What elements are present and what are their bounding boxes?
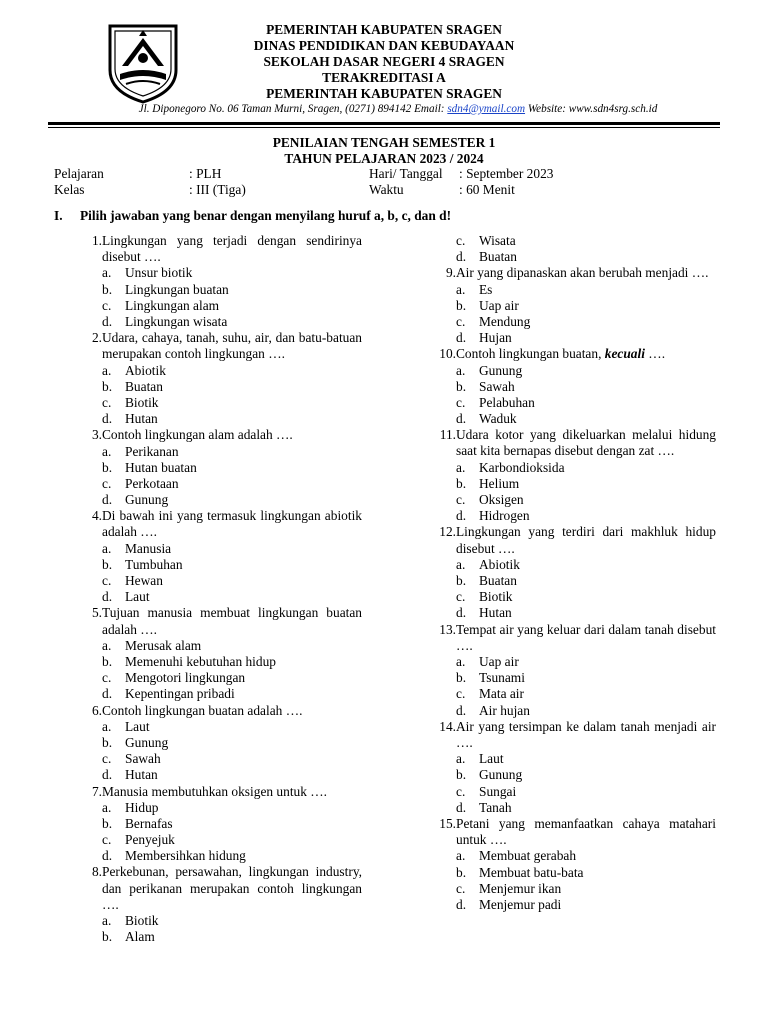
option-letter: c.: [102, 394, 112, 410]
question-item: [78, 233, 362, 265]
answer-option[interactable]: [432, 897, 716, 913]
question-item: [432, 719, 716, 751]
option-text: Mendung: [479, 313, 531, 329]
option-letter: b.: [456, 475, 467, 491]
question-text-main: Petani yang memanfaatkan cahaya matahari untuk ….: [456, 815, 716, 848]
option-letter: c.: [456, 394, 466, 410]
exam-year-line: TAHUN PELAJARAN 2023 / 2024: [284, 151, 484, 166]
option-text: Sawah: [479, 378, 515, 394]
answer-option[interactable]: [78, 314, 362, 330]
question-text-main: Air yang tersimpan ke dalam tanah menjadi air ….: [456, 718, 716, 750]
answer-option[interactable]: [432, 508, 716, 524]
option-letter: d.: [102, 313, 113, 329]
option-letter: a.: [456, 362, 466, 378]
question-item: [78, 427, 362, 443]
answer-option[interactable]: [78, 800, 362, 816]
option-text: Pelabuhan: [479, 394, 535, 410]
option-text: Tumbuhan: [125, 556, 183, 572]
option-text: Membuat gerabah: [479, 848, 577, 864]
option-text: Penyejuk: [125, 832, 175, 848]
exam-title-line: PENILAIAN TENGAH SEMESTER 1: [272, 135, 496, 150]
option-text: Tsunami: [479, 670, 525, 686]
option-letter: b.: [102, 556, 113, 572]
answer-option[interactable]: [78, 670, 362, 686]
answer-option[interactable]: [78, 816, 362, 832]
answer-option[interactable]: [78, 298, 362, 314]
question-text: [102, 330, 362, 362]
answer-option[interactable]: [78, 460, 362, 476]
option-text: Hutan: [125, 767, 158, 783]
question-text: [102, 864, 362, 913]
answer-option[interactable]: [432, 654, 716, 670]
option-text: Unsur biotik: [125, 265, 193, 281]
answer-option[interactable]: [432, 330, 716, 346]
option-text: Memenuhi kebutuhan hidup: [125, 654, 276, 670]
option-text: Uap air: [479, 297, 519, 313]
option-text: Buatan: [479, 249, 517, 265]
option-text: Biotik: [125, 394, 159, 410]
email-link[interactable]: sdn4@ymail.com: [447, 103, 526, 115]
answer-option[interactable]: [78, 476, 362, 492]
option-letter: b.: [102, 378, 113, 394]
question-text-main: Lingkungan yang terjadi dengan sendirinya disebut ….: [102, 233, 362, 265]
option-letter: d.: [102, 589, 113, 605]
question-item: [78, 703, 362, 719]
answer-option[interactable]: [432, 233, 716, 249]
answer-option[interactable]: [432, 800, 716, 816]
info-value: : III (Tiga): [189, 182, 246, 197]
option-text: Hutan buatan: [125, 459, 197, 475]
answer-option[interactable]: [78, 379, 362, 395]
option-letter: a.: [102, 265, 112, 281]
answer-option[interactable]: [78, 363, 362, 379]
option-text: Menjemur padi: [479, 896, 562, 912]
option-letter: b.: [456, 378, 467, 394]
option-text: Es: [479, 281, 493, 297]
instruction-text: Pilih jawaban yang benar dengan menyilang huruf a, b, c, dan d!: [80, 208, 452, 223]
answer-option[interactable]: [432, 363, 716, 379]
answer-option[interactable]: [432, 881, 716, 897]
question-number: 14.: [439, 718, 456, 734]
answer-option[interactable]: [432, 573, 716, 589]
option-text: Hutan: [479, 605, 512, 621]
question-emphasis: kecuali: [604, 346, 645, 362]
info-label: Waktu: [369, 182, 404, 197]
answer-option[interactable]: [432, 460, 716, 476]
answer-option[interactable]: [432, 476, 716, 492]
option-letter: c.: [456, 492, 466, 508]
option-letter: b.: [102, 815, 113, 831]
questions-column-right: [432, 233, 716, 913]
answer-option[interactable]: [78, 913, 362, 929]
answer-option[interactable]: [78, 751, 362, 767]
option-letter: d.: [456, 508, 467, 524]
question-number: 7.: [91, 783, 102, 799]
answer-option[interactable]: [78, 265, 362, 281]
letterhead-line: TERAKREDITASI A: [322, 70, 446, 85]
question-text: [456, 265, 716, 281]
option-text: Gunung: [125, 734, 169, 750]
answer-option[interactable]: [432, 249, 716, 265]
question-text: [102, 427, 362, 443]
option-text: Mengotori lingkungan: [125, 670, 246, 686]
answer-option[interactable]: [78, 589, 362, 605]
question-item: [78, 864, 362, 913]
answer-option[interactable]: [78, 444, 362, 460]
option-letter: d.: [102, 848, 113, 864]
answer-option[interactable]: [78, 735, 362, 751]
option-text: Membersihkan hidung: [125, 848, 246, 864]
option-text: Hidup: [125, 799, 159, 815]
question-text: [456, 346, 716, 362]
question-item: [78, 605, 362, 637]
option-letter: c.: [456, 880, 466, 896]
answer-option[interactable]: [78, 395, 362, 411]
question-text: [456, 427, 716, 459]
option-letter: a.: [102, 540, 112, 556]
option-text: Lingkungan buatan: [125, 281, 229, 297]
option-text: Membuat batu-bata: [479, 864, 584, 880]
answer-option[interactable]: [78, 848, 362, 864]
option-letter: a.: [456, 654, 466, 669]
option-text: Lingkungan wisata: [125, 313, 228, 329]
question-item: [78, 784, 362, 800]
option-text: Manusia: [125, 540, 172, 556]
option-letter: c.: [102, 297, 112, 313]
answer-option[interactable]: [432, 411, 716, 427]
option-letter: b.: [102, 734, 113, 750]
option-text: Hidrogen: [479, 508, 530, 524]
answer-option[interactable]: [432, 379, 716, 395]
answer-option[interactable]: [432, 686, 716, 702]
answer-option[interactable]: [432, 848, 716, 864]
option-text: Buatan: [479, 573, 517, 589]
option-letter: b.: [102, 654, 113, 670]
option-text: Hujan: [479, 330, 512, 346]
question-text: [102, 233, 362, 265]
answer-option[interactable]: [432, 557, 716, 573]
question-number: 2.: [91, 330, 102, 346]
option-letter: c.: [102, 573, 112, 589]
option-letter: a.: [456, 751, 466, 767]
option-letter: c.: [102, 670, 112, 686]
option-letter: d.: [456, 249, 467, 265]
questions-column-left: [78, 233, 362, 945]
option-text: Hutan: [125, 411, 158, 427]
question-text: [102, 703, 362, 719]
question-number: 13.: [439, 621, 456, 637]
option-text: Laut: [479, 751, 504, 767]
question-text: [456, 524, 716, 556]
option-letter: a.: [102, 362, 112, 378]
option-letter: c.: [456, 313, 466, 329]
option-text: Abiotik: [125, 362, 166, 378]
answer-option[interactable]: [432, 314, 716, 330]
question-item: [432, 816, 716, 848]
option-text: Alam: [125, 929, 155, 945]
option-letter: b.: [102, 459, 113, 475]
option-text: Mata air: [479, 686, 524, 702]
option-letter: a.: [456, 556, 466, 572]
question-text-main: Tempat air yang keluar dari dalam tanah disebut ….: [456, 621, 716, 653]
exam-title: [150, 135, 618, 167]
option-text: Uap air: [479, 654, 519, 669]
option-text: Sungai: [479, 783, 517, 799]
answer-option[interactable]: [78, 492, 362, 508]
option-letter: b.: [456, 670, 467, 686]
answer-option[interactable]: [78, 557, 362, 573]
option-letter: d.: [102, 686, 113, 702]
option-text: Laut: [125, 589, 150, 605]
answer-option[interactable]: [432, 589, 716, 605]
answer-option[interactable]: [78, 719, 362, 735]
question-text-main: Di bawah ini yang termasuk lingkungan abiotik adalah ….: [102, 508, 362, 540]
question-number: 6.: [91, 702, 102, 718]
option-letter: a.: [456, 848, 466, 864]
header-divider-thin: [48, 127, 720, 128]
question-number: 11.: [439, 427, 456, 443]
answer-option[interactable]: [432, 784, 716, 800]
option-text: Karbondioksida: [479, 459, 565, 475]
option-letter: a.: [102, 913, 112, 929]
option-text: Wisata: [479, 233, 516, 248]
question-text: [456, 622, 716, 654]
answer-option[interactable]: [78, 929, 362, 945]
answer-option[interactable]: [78, 686, 362, 702]
answer-option[interactable]: [78, 411, 362, 427]
question-text: [456, 719, 716, 751]
option-letter: d.: [102, 767, 113, 783]
school-address: [60, 103, 736, 115]
answer-option[interactable]: [432, 298, 716, 314]
option-letter: c.: [102, 832, 112, 848]
question-text-main: Air yang dipanaskan akan berubah menjadi ….: [456, 265, 709, 281]
option-text: Gunung: [479, 362, 523, 378]
question-number: 15.: [439, 815, 456, 831]
option-letter: a.: [456, 459, 466, 475]
option-text: Menjemur ikan: [479, 880, 562, 896]
option-text: Bernafas: [125, 815, 173, 831]
option-letter: c.: [456, 783, 466, 799]
option-letter: c.: [456, 686, 466, 702]
option-letter: a.: [102, 799, 112, 815]
option-text: Gunung: [125, 492, 169, 508]
option-text: Hewan: [125, 573, 163, 589]
option-letter: d.: [102, 492, 113, 508]
question-item: [78, 330, 362, 362]
option-letter: c.: [456, 233, 466, 248]
answer-option[interactable]: [432, 282, 716, 298]
option-letter: b.: [102, 281, 113, 297]
letterhead: [150, 22, 618, 102]
answer-option[interactable]: [432, 395, 716, 411]
question-text: [456, 816, 716, 848]
option-text: Sawah: [125, 751, 161, 767]
answer-option[interactable]: [78, 541, 362, 557]
answer-option[interactable]: [78, 638, 362, 654]
question-text-main: Lingkungan yang terdiri dari makhluk hidup disebut ….: [456, 524, 716, 556]
question-number: 5.: [91, 605, 102, 621]
question-item: [432, 265, 716, 281]
question-text: [102, 784, 362, 800]
header-divider-thick: [48, 122, 720, 125]
letterhead-line: DINAS PENDIDIKAN DAN KEBUDAYAAN: [253, 38, 515, 53]
info-label: Pelajaran: [54, 166, 104, 181]
answer-option[interactable]: [432, 605, 716, 621]
option-letter: a.: [102, 443, 112, 459]
answer-option[interactable]: [78, 282, 362, 298]
answer-option[interactable]: [78, 573, 362, 589]
section-number: I.: [54, 208, 63, 223]
question-text-main: Perkebunan, persawahan, lingkungan industry, dan perikanan merupakan contoh lingkungan ….: [102, 864, 362, 912]
option-letter: d.: [456, 896, 467, 912]
option-text: Air hujan: [479, 702, 530, 718]
info-label: Kelas: [54, 182, 85, 197]
option-letter: d.: [456, 605, 467, 621]
answer-option[interactable]: [432, 703, 716, 719]
option-text: Waduk: [479, 411, 517, 427]
question-text: [102, 508, 362, 540]
option-text: Abiotik: [479, 556, 520, 572]
section-instruction: [54, 208, 451, 224]
info-value: : 60 Menit: [459, 182, 515, 197]
answer-option[interactable]: [432, 670, 716, 686]
option-letter: d.: [456, 330, 467, 346]
question-item: [432, 622, 716, 654]
option-text: Merusak alam: [125, 637, 202, 653]
option-text: Biotik: [479, 589, 513, 605]
address-text: Jl. Diponegoro No. 06 Taman Murni, Sragen, (0271) 894142 Email:: [138, 103, 448, 115]
option-text: Lingkungan alam: [125, 297, 220, 313]
question-text-main: Udara, cahaya, tanah, suhu, air, dan batu-batuan merupakan contoh lingkungan ….: [102, 330, 362, 362]
question-text-main: Udara kotor yang dikeluarkan melalui hidung saat kita bernapas disebut dengan zat ….: [456, 427, 716, 459]
website-text: Website: www.sdn4srg.sch.id: [525, 103, 658, 115]
question-number: 3.: [91, 427, 102, 443]
info-value: : September 2023: [459, 166, 554, 181]
option-letter: c.: [456, 589, 466, 605]
info-value: : PLH: [189, 166, 222, 181]
question-text-tail: ….: [644, 346, 666, 362]
question-item: [432, 427, 716, 459]
letterhead-line: PEMERINTAH KABUPATEN SRAGEN: [266, 86, 502, 101]
option-text: Oksigen: [479, 492, 524, 508]
option-text: Tanah: [479, 799, 512, 815]
option-letter: a.: [102, 637, 112, 653]
question-text-main: Contoh lingkungan buatan,: [456, 346, 605, 362]
answer-option[interactable]: [78, 767, 362, 783]
question-item: [432, 524, 716, 556]
question-item: [78, 508, 362, 540]
question-number: 4.: [91, 508, 102, 524]
option-letter: a.: [456, 281, 466, 297]
question-number: 10.: [439, 346, 456, 362]
option-text: Perikanan: [125, 443, 179, 459]
option-letter: c.: [102, 475, 112, 491]
question-text: [102, 605, 362, 637]
question-text-main: Manusia membutuhkan oksigen untuk ….: [102, 783, 328, 799]
option-text: Buatan: [125, 378, 163, 394]
question-item: [432, 346, 716, 362]
answer-option[interactable]: [432, 751, 716, 767]
option-letter: b.: [456, 864, 467, 880]
info-label: Hari/ Tanggal: [369, 166, 443, 181]
option-text: Biotik: [125, 913, 159, 929]
answer-option[interactable]: [78, 654, 362, 670]
question-number: 9.: [445, 265, 456, 281]
question-number: 8.: [91, 864, 102, 880]
option-letter: a.: [102, 718, 112, 734]
option-text: Helium: [479, 475, 520, 491]
question-text-main: Contoh lingkungan alam adalah ….: [102, 427, 293, 443]
option-letter: b.: [456, 573, 467, 589]
answer-option[interactable]: [432, 492, 716, 508]
option-text: Kepentingan pribadi: [125, 686, 235, 702]
option-letter: d.: [456, 411, 467, 427]
question-text-main: Contoh lingkungan buatan adalah ….: [102, 702, 303, 718]
option-letter: b.: [102, 929, 113, 945]
answer-option[interactable]: [432, 767, 716, 783]
option-letter: b.: [456, 297, 467, 313]
answer-option[interactable]: [432, 865, 716, 881]
option-letter: b.: [456, 767, 467, 783]
option-letter: d.: [102, 411, 113, 427]
option-letter: c.: [102, 751, 112, 767]
option-text: Perkotaan: [125, 475, 179, 491]
letterhead-line: SEKOLAH DASAR NEGERI 4 SRAGEN: [263, 54, 505, 69]
letterhead-line: PEMERINTAH KABUPATEN SRAGEN: [266, 22, 502, 37]
option-text: Laut: [125, 718, 150, 734]
question-number: 1.: [91, 233, 102, 248]
question-number: 12.: [439, 524, 456, 540]
option-letter: d.: [456, 702, 467, 718]
question-text-main: Tujuan manusia membuat lingkungan buatan adalah ….: [102, 605, 362, 637]
option-letter: d.: [456, 799, 467, 815]
answer-option[interactable]: [78, 832, 362, 848]
option-text: Gunung: [479, 767, 523, 783]
